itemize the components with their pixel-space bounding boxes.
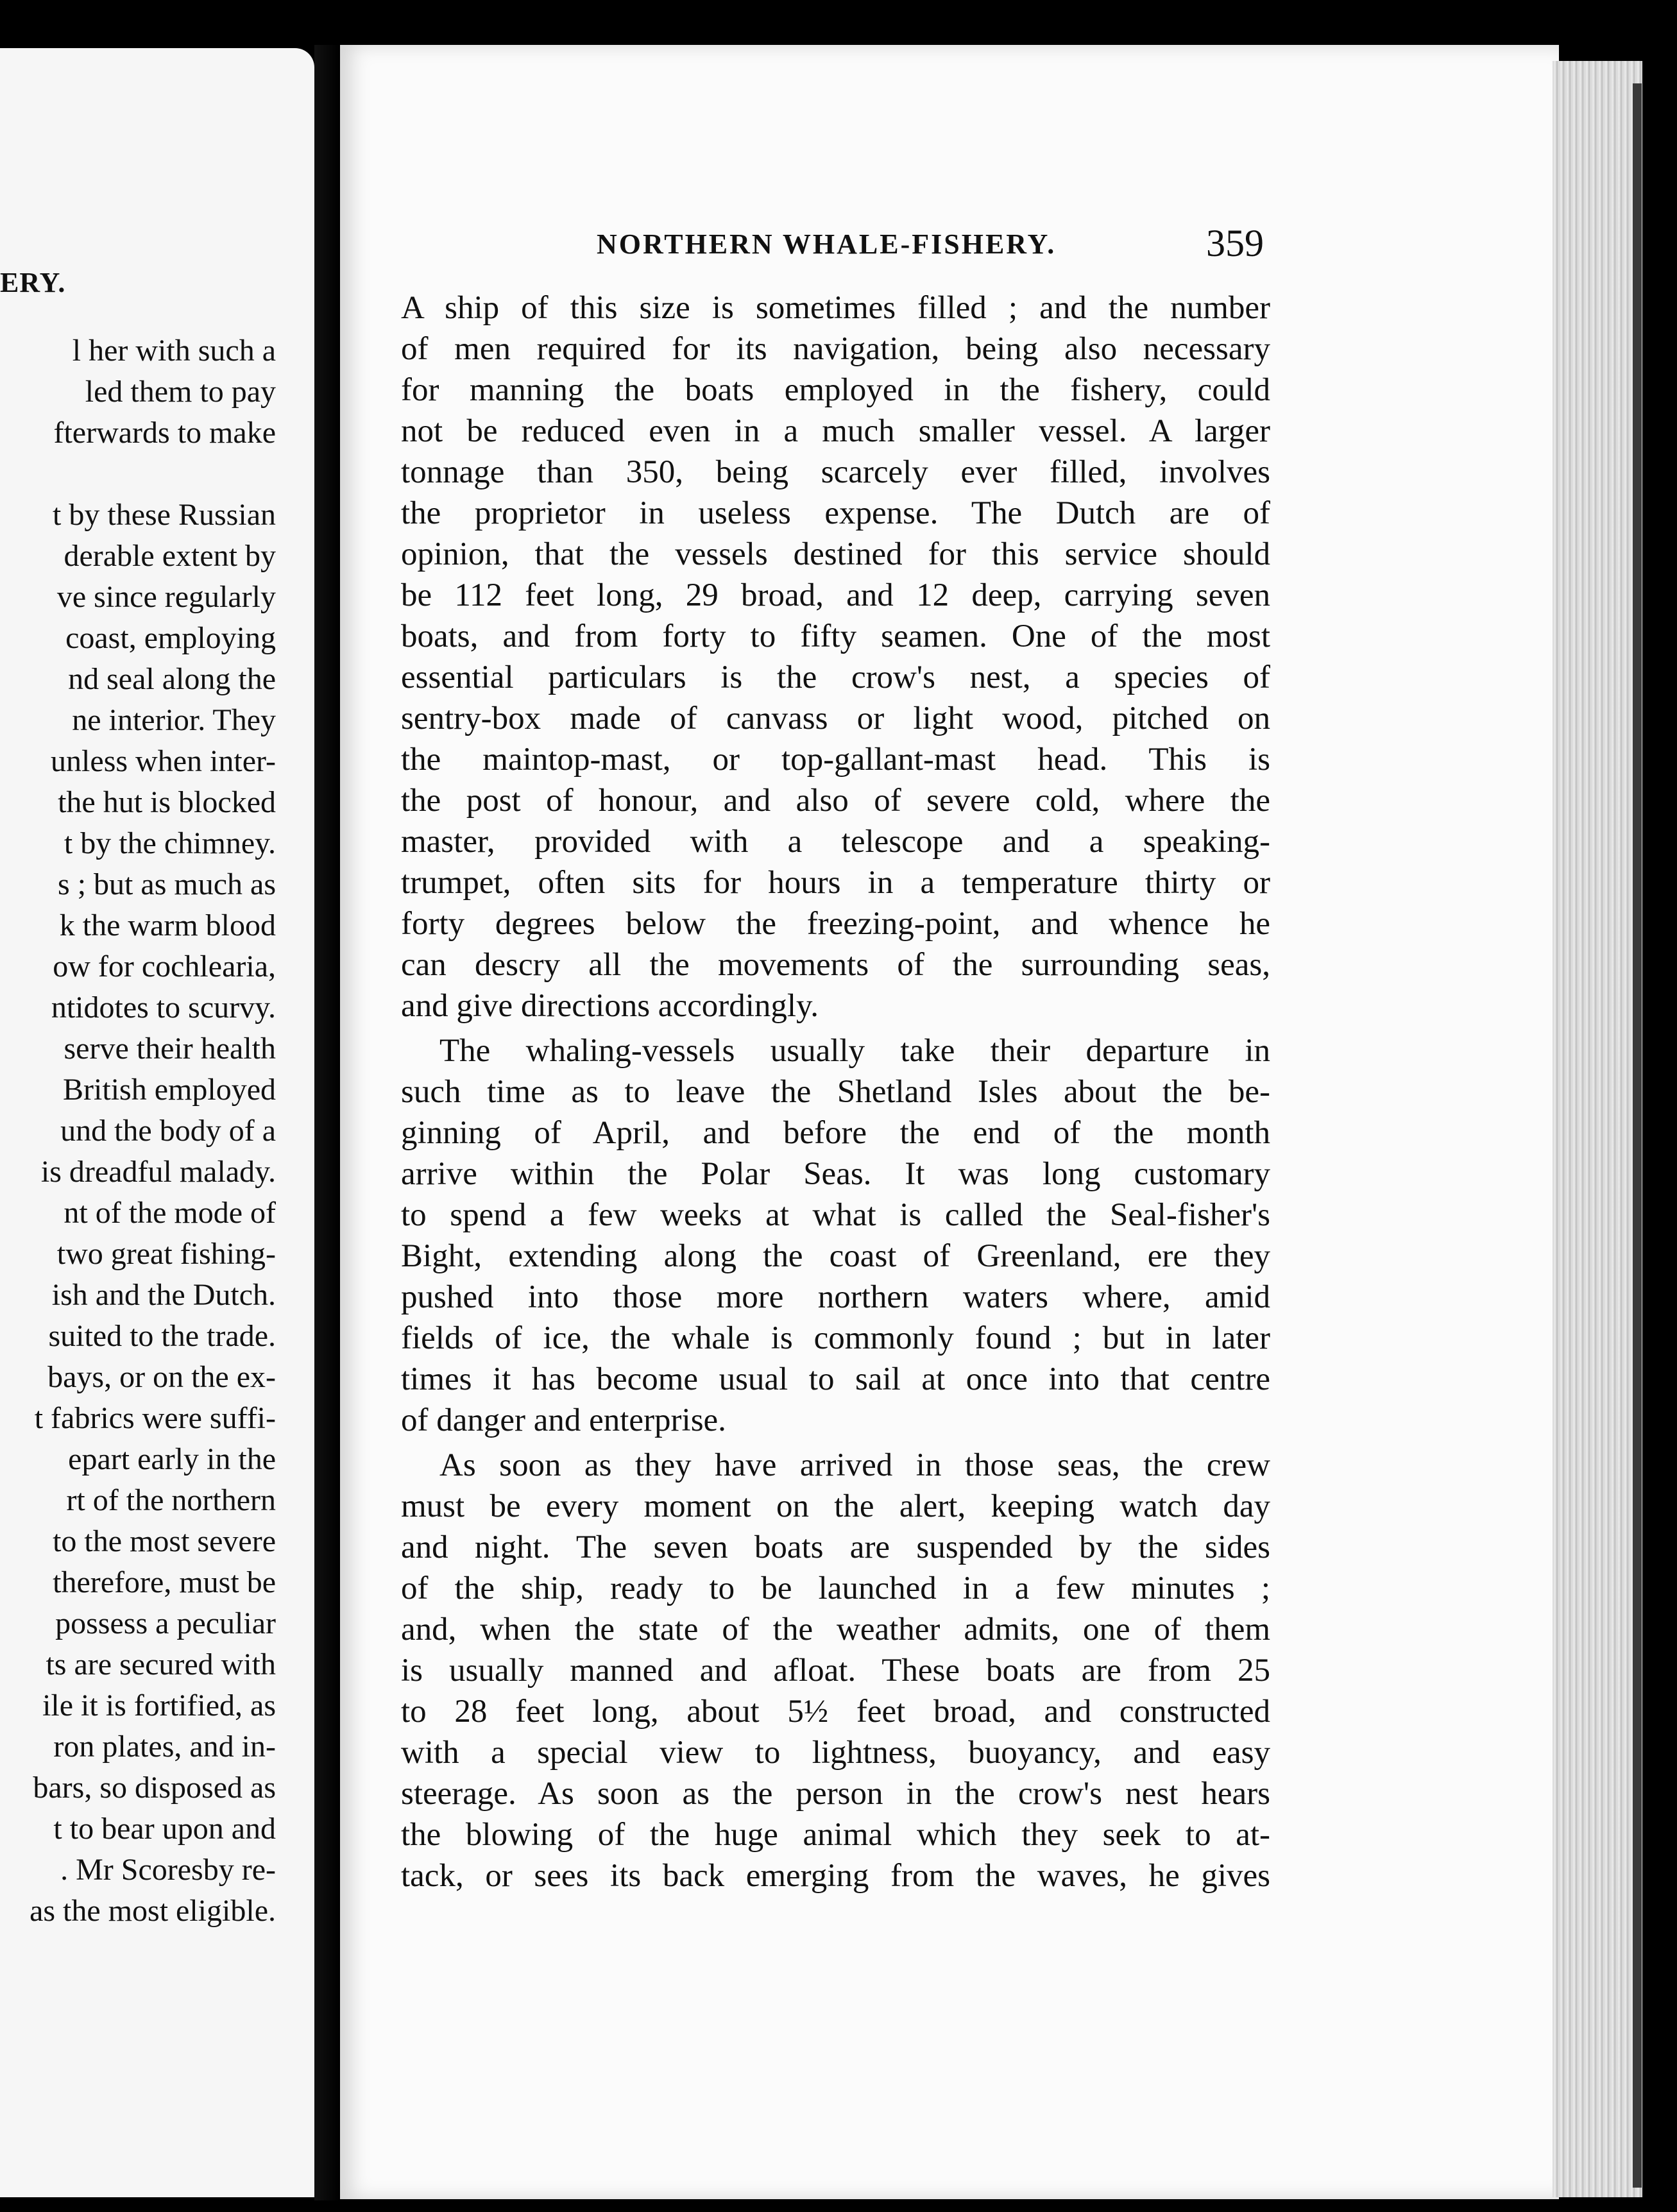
left-page-line: epart early in the <box>68 1442 276 1476</box>
left-page-line: unless when inter- <box>51 744 276 778</box>
body-line: tonnage than 350, being scarcely ever filled, involves <box>401 454 1270 490</box>
left-running-head: ERY. <box>0 267 66 298</box>
left-page-line: ve since regularly <box>56 580 276 614</box>
body-line: be 112 feet long, 29 broad, and 12 deep, carrying seven <box>401 577 1270 613</box>
body-line: sentry-box made of canvass or light wood, pitched on <box>401 701 1270 736</box>
left-page-line: ntidotes to scurvy. <box>51 991 276 1025</box>
page-number: 359 <box>1206 222 1264 264</box>
left-page <box>0 48 314 2197</box>
body-line: As soon as they have arrived in those seas, the crew <box>439 1447 1270 1483</box>
left-page-line: bays, or on the ex- <box>47 1360 276 1394</box>
left-page-line: ile it is fortified, as <box>42 1689 276 1723</box>
body-line: times it has become usual to sail at once into that centre <box>401 1361 1270 1397</box>
left-page-line: t fabrics were suffi- <box>34 1401 276 1435</box>
body-line: The whaling-vessels usually take their departure in <box>439 1033 1270 1069</box>
left-page-line: t by these Russian <box>53 498 276 532</box>
body-line: and night. The seven boats are suspended by the sides <box>401 1529 1270 1565</box>
left-page-line: suited to the trade. <box>48 1319 276 1353</box>
left-page-line: und the body of a <box>60 1114 276 1148</box>
body-line: the post of honour, and also of severe cold, where the <box>401 783 1270 819</box>
running-head: NORTHERN WHALE-FISHERY. <box>597 228 1057 260</box>
left-page-line: ow for cochlearia, <box>53 949 276 983</box>
left-page-line: ish and the Dutch. <box>51 1278 276 1312</box>
body-line: opinion, that the vessels destined for this service should <box>401 536 1270 572</box>
left-page-line: serve their health <box>64 1032 276 1066</box>
body-line: the blowing of the huge animal which they seek to at- <box>401 1817 1270 1853</box>
page-edges <box>1553 61 1642 2197</box>
left-page-line: as the most eligible. <box>30 1894 276 1928</box>
body-line: of men required for its navigation, being also necessary <box>401 331 1270 367</box>
body-line: for manning the boats employed in the fishery, could <box>401 372 1270 408</box>
body-line: Bight, extending along the coast of Greenland, ere they <box>401 1238 1270 1274</box>
left-page-line: British employed <box>63 1073 276 1107</box>
left-page-line: possess a peculiar <box>55 1606 276 1640</box>
left-page-line: nd seal along the <box>68 662 276 696</box>
body-line: such time as to leave the Shetland Isles about the be- <box>401 1074 1270 1110</box>
body-line: to spend a few weeks at what is called the Seal-fisher's <box>401 1197 1270 1233</box>
left-page-line: two great fishing- <box>56 1237 276 1271</box>
left-page-line: l her with such a <box>72 334 276 368</box>
body-line: to 28 feet long, about 5½ feet broad, and constructed <box>401 1694 1270 1730</box>
left-page-line: fterwards to make <box>53 416 276 450</box>
left-page-line: nt of the mode of <box>64 1196 276 1230</box>
left-page-line: therefore, must be <box>53 1565 276 1599</box>
body-line: fields of ice, the whale is commonly found ; but in later <box>401 1320 1270 1356</box>
body-line: pushed into those more northern waters where, amid <box>401 1279 1270 1315</box>
body-line: must be every moment on the alert, keeping watch day <box>401 1488 1270 1524</box>
body-line: with a special view to lightness, buoyancy, and easy <box>401 1735 1270 1771</box>
body-line: trumpet, often sits for hours in a temperature thirty or <box>401 865 1270 901</box>
body-line: master, provided with a telescope and a speaking- <box>401 824 1270 860</box>
left-page-line: ne interior. They <box>72 703 276 737</box>
body-line: and, when the state of the weather admits, one of them <box>401 1612 1270 1647</box>
left-page-line: s ; but as much as <box>58 867 276 901</box>
body-line: the proprietor in useless expense. The Dutch are of <box>401 495 1270 531</box>
left-page-line: bars, so disposed as <box>33 1771 276 1805</box>
left-page-line: t to bear upon and <box>53 1812 276 1846</box>
left-page-line: t by the chimney. <box>64 826 276 860</box>
body-line: the maintop-mast, or top-gallant-mast head. This is <box>401 742 1270 778</box>
body-line: can descry all the movements of the surrounding seas, <box>401 947 1270 983</box>
body-line: A ship of this size is sometimes filled ; and the number <box>401 290 1270 326</box>
body-line: and give directions accordingly. <box>401 988 819 1024</box>
left-page-line: rt of the northern <box>66 1483 276 1517</box>
body-line: tack, or sees its back emerging from the waves, he gives <box>401 1858 1270 1894</box>
body-line: essential particulars is the crow's nest, a species of <box>401 659 1270 695</box>
left-page-line: coast, employing <box>65 621 276 655</box>
left-page-line: k the warm blood <box>59 908 276 942</box>
left-page-line: the hut is blocked <box>58 785 276 819</box>
page-edge-shadow <box>1633 83 1642 2188</box>
left-page-line: ron plates, and in- <box>53 1730 276 1764</box>
book-gutter <box>314 45 340 2200</box>
body-line: forty degrees below the freezing-point, and whence he <box>401 906 1270 942</box>
body-line: ginning of April, and before the end of the month <box>401 1115 1270 1151</box>
left-page-line: derable extent by <box>64 539 276 573</box>
body-line: steerage. As soon as the person in the crow's nest hears <box>401 1776 1270 1812</box>
body-line: of the ship, ready to be launched in a few minutes ; <box>401 1570 1270 1606</box>
left-page-line: to the most severe <box>53 1524 276 1558</box>
body-line: boats, and from forty to fifty seamen. One of the most <box>401 618 1270 654</box>
left-page-line: ts are secured with <box>46 1647 276 1681</box>
left-page-line: . Mr Scoresby re- <box>60 1853 276 1887</box>
body-line: arrive within the Polar Seas. It was long customary <box>401 1156 1270 1192</box>
left-page-line: led them to pay <box>85 375 276 409</box>
body-line: of danger and enterprise. <box>401 1402 726 1438</box>
body-line: not be reduced even in a much smaller vessel. A larger <box>401 413 1270 449</box>
left-page-line: is dreadful malady. <box>40 1155 276 1189</box>
body-line: is usually manned and afloat. These boats are from 25 <box>401 1653 1270 1689</box>
